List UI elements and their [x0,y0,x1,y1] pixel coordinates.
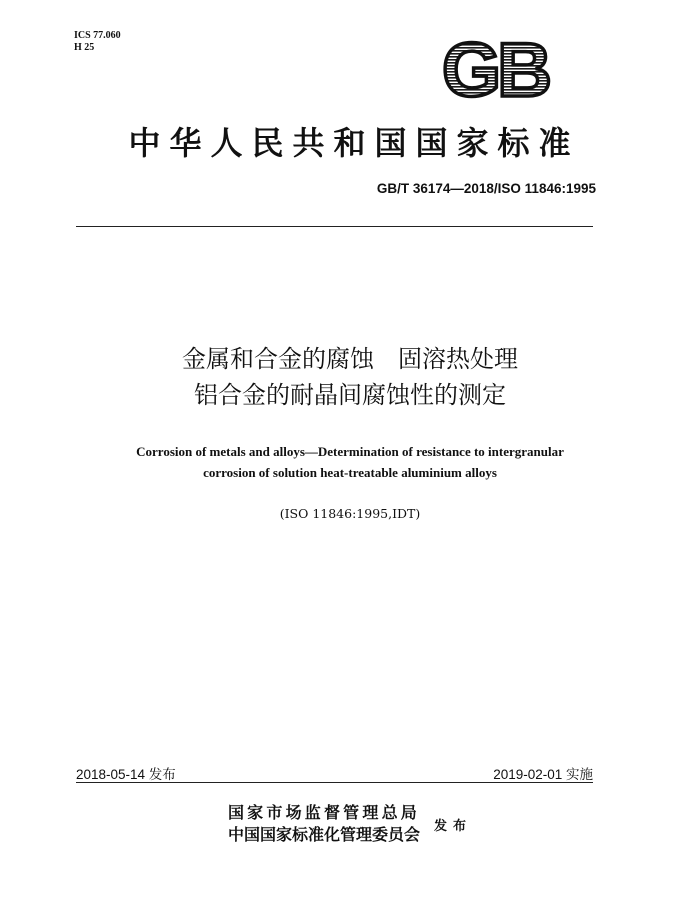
standard-number: GB/T 36174—2018/ISO 11846:1995 [376,181,596,196]
issuer-line1: 国家市场监督管理总局 [227,803,420,822]
cn-title-line1: 金属和合金的腐蚀 固溶热处理 [182,345,518,373]
header-divider [76,226,593,227]
issuer-names [228,802,420,846]
implement-date: 2019-02-01 实施 [493,767,593,782]
gb-logo [432,38,558,102]
publish-date: 2018-05-14 发布 [76,767,176,782]
en-title-line1: Corrosion of metals and alloys—Determination of resistance to intergranular [136,444,564,459]
issuer-block [0,802,700,846]
iso-reference: (ISO 11846:1995,IDT) [279,506,421,521]
cn-title-line2: 铝合金的耐晶间腐蚀性的测定 [194,381,506,409]
issuer-release: 发布 [434,818,473,834]
en-title-line2: corrosion of solution heat-treatable aluminium alloys [203,465,497,480]
ics-code: ICS 77.060 [74,30,121,41]
standard-category-title: 中华人民共和国国家标准 [128,124,580,162]
ccs-code: H 25 [74,42,95,53]
gb-logo-text: GB [442,38,548,102]
footer-divider [76,782,593,783]
classification-codes [74,30,121,54]
issuer-line2: 中国国家标准化管理委员会 [227,825,420,844]
